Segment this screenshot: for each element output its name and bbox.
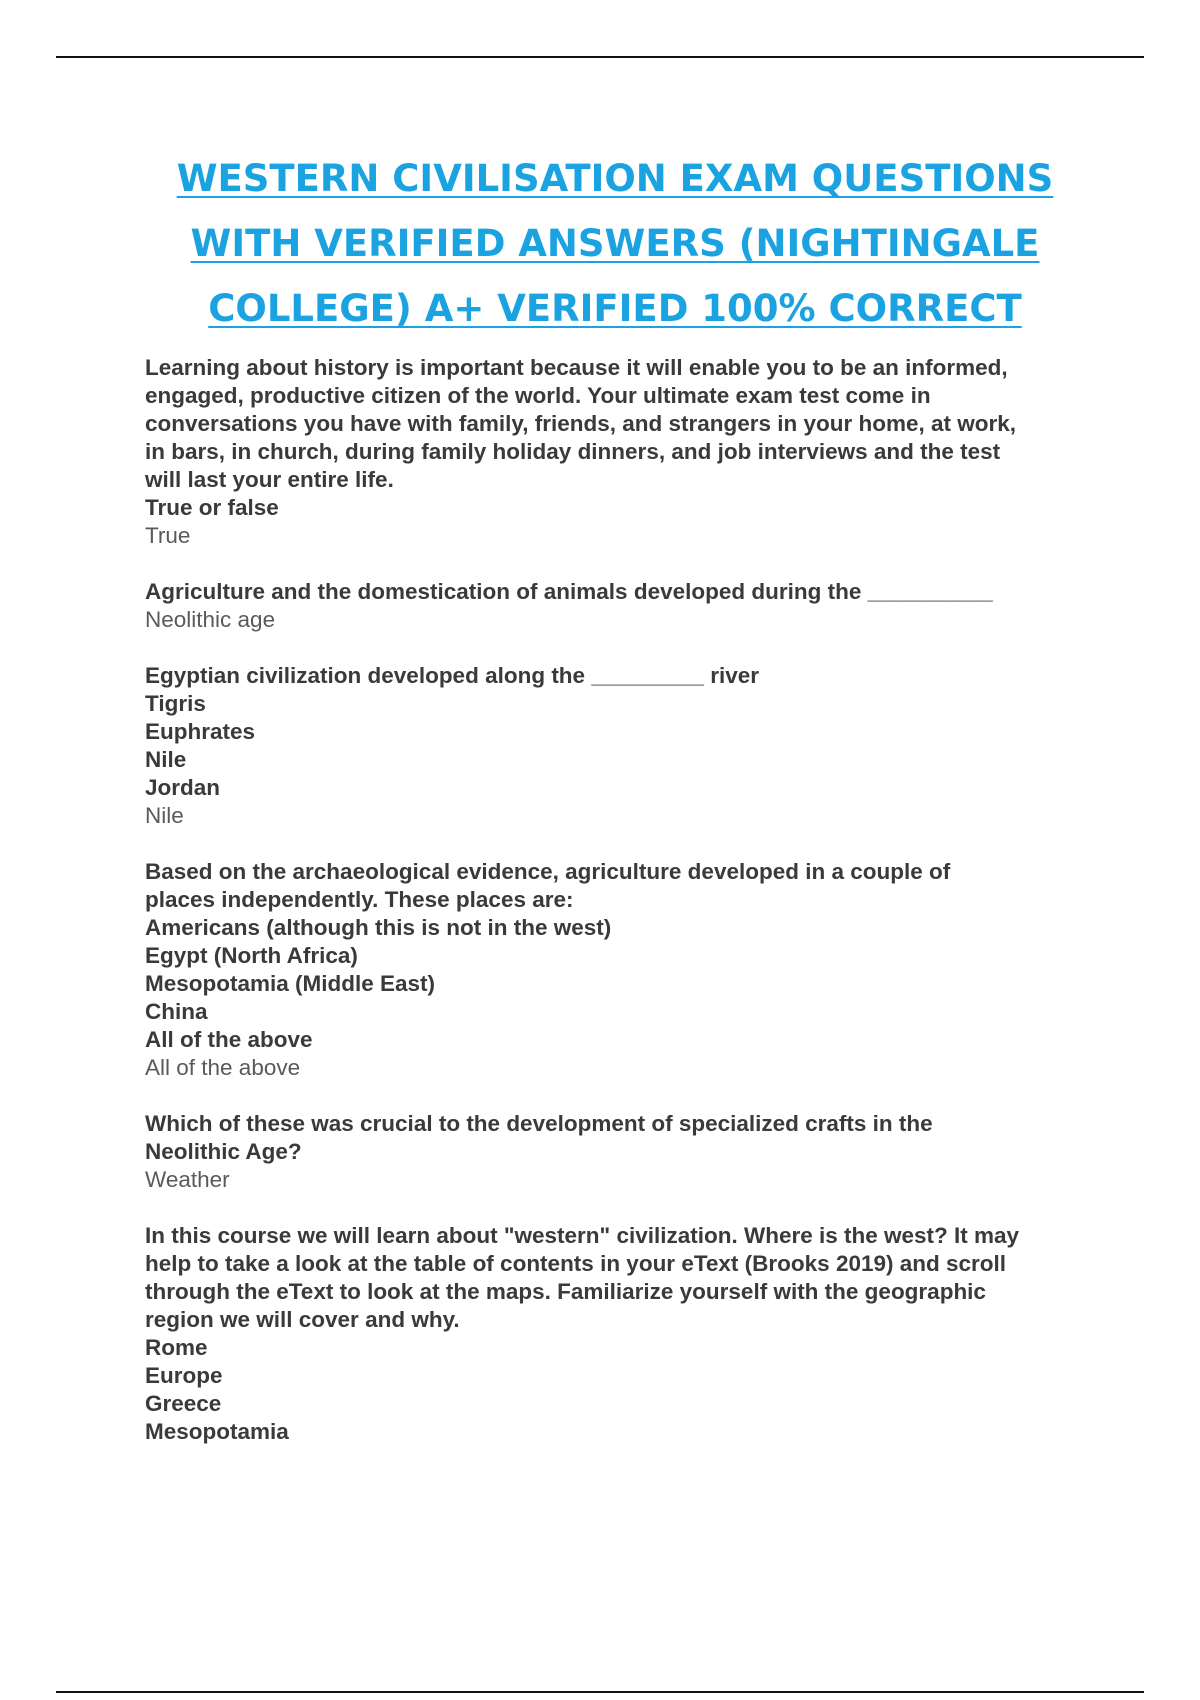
question-text: conversations you have with family, friends, and strangers in your home, at work, bbox=[145, 411, 1017, 436]
question-text: region we will cover and why. bbox=[145, 1307, 460, 1332]
question-option: Euphrates bbox=[145, 719, 256, 744]
question-block bbox=[145, 578, 1095, 634]
question-text: through the eText to look at the maps. Familiarize yourself with the geographic bbox=[145, 1279, 986, 1304]
question-text: help to take a look at the table of contents in your eText (Brooks 2019) and scroll bbox=[145, 1251, 1007, 1276]
title-line: WESTERN CIVILISATION EXAM QUESTIONS bbox=[176, 157, 1054, 200]
question-option: Mesopotamia bbox=[145, 1419, 289, 1444]
question-text: Based on the archaeological evidence, agriculture developed in a couple of bbox=[145, 859, 951, 884]
question-block bbox=[145, 1222, 1095, 1446]
question-text: In this course we will learn about "western" civilization. Where is the west? It may bbox=[145, 1223, 1020, 1248]
question-text: Neolithic Age? bbox=[145, 1139, 302, 1164]
question-block bbox=[145, 1110, 1095, 1194]
question-option: Europe bbox=[145, 1363, 223, 1388]
answer-text: True bbox=[145, 523, 191, 548]
answer-text: Weather bbox=[145, 1167, 230, 1192]
document-title bbox=[120, 146, 1110, 341]
question-option: Jordan bbox=[145, 775, 221, 800]
question-option: True or false bbox=[145, 495, 279, 520]
question-block bbox=[145, 662, 1095, 830]
question-text: Which of these was crucial to the development of specialized crafts in the bbox=[145, 1111, 933, 1136]
question-option: All of the above bbox=[145, 1027, 313, 1052]
question-option: Mesopotamia (Middle East) bbox=[145, 971, 436, 996]
question-text: engaged, productive citizen of the world. Your ultimate exam test come in bbox=[145, 383, 931, 408]
question-text: Egyptian civilization developed along the _________ river bbox=[145, 663, 759, 688]
question-list bbox=[145, 354, 1095, 1474]
question-option: Americans (although this is not in the west) bbox=[145, 915, 612, 940]
answer-text: Nile bbox=[145, 803, 184, 828]
answer-text: Neolithic age bbox=[145, 607, 276, 632]
question-block bbox=[145, 858, 1095, 1082]
header-rule bbox=[56, 56, 1144, 58]
answer-text: All of the above bbox=[145, 1055, 301, 1080]
question-text: in bars, in church, during family holiday dinners, and job interviews and the test bbox=[145, 439, 1001, 464]
question-option: Egypt (North Africa) bbox=[145, 943, 358, 968]
question-option: Rome bbox=[145, 1335, 208, 1360]
question-block bbox=[145, 354, 1095, 550]
question-option: Greece bbox=[145, 1391, 222, 1416]
title-line: COLLEGE) A+ VERIFIED 100% CORRECT bbox=[208, 287, 1022, 330]
question-text: Agriculture and the domestication of animals developed during the __________ bbox=[145, 579, 993, 604]
question-text: will last your entire life. bbox=[145, 467, 394, 492]
footer-rule bbox=[56, 1691, 1144, 1693]
question-text: places independently. These places are: bbox=[145, 887, 574, 912]
question-text: Learning about history is important because it will enable you to be an informed, bbox=[145, 355, 1008, 380]
question-option: Nile bbox=[145, 747, 187, 772]
question-option: Tigris bbox=[145, 691, 206, 716]
title-line: WITH VERIFIED ANSWERS (NIGHTINGALE bbox=[190, 222, 1040, 265]
question-option: China bbox=[145, 999, 208, 1024]
